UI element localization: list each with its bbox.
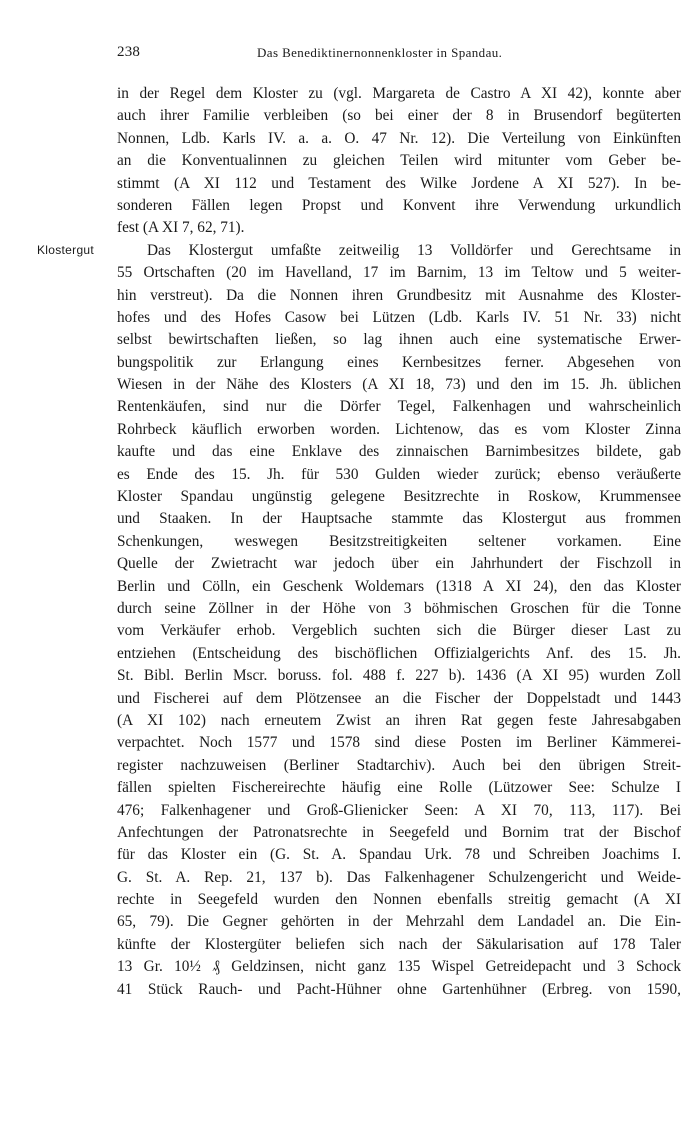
text-line: künfte der Klostergüter beliefen sich nach der Säkularisation auf 178 Taler xyxy=(117,935,681,953)
margin-note: Klostergut xyxy=(37,243,95,257)
text-line: Rohrbeck käuflich erworben worden. Lichtenow, das es vom Kloster Zinna xyxy=(117,420,681,438)
text-line: St. Bibl. Berlin Mscr. boruss. fol. 488 f. 227 b). 1436 (A XI 95) wurden Zoll xyxy=(117,667,681,685)
text-line: G. St. A. Rep. 21, 137 b). Das Falkenhagener Schulzengericht und Weide- xyxy=(117,868,681,886)
text-line: 13 Gr. 10½ ₰ Geldzinsen, nicht ganz 135 Wispel Getreidepacht und 3 Schock xyxy=(117,958,681,976)
page-number: 238 xyxy=(117,44,141,60)
text-line: rechte in Seegefeld wurden den Nonnen ebenfalls streitig gemacht (A XI xyxy=(117,891,681,909)
text-line: selbst bewirtschaften ließen, so lag ihnen auch eine systematische Erwer- xyxy=(117,331,681,349)
text-line: und Fischerei auf dem Plötzensee an die Fischer der Doppelstadt und 1443 xyxy=(117,689,681,707)
text-line: hofes und des Hofes Casow bei Lützen (Ldb. Karls IV. 51 Nr. 33) nicht xyxy=(117,308,681,326)
text-line: in der Regel dem Kloster zu (vgl. Margareta de Castro A XI 42), konnte aber xyxy=(117,85,681,102)
text-line: an die Konventualinnen zu gleichen Teilen wird mitunter vom Geber be- xyxy=(117,152,681,170)
text-line: (A XI 102) nach erneutem Zwist an ihren Rat gegen feste Jahresabgaben xyxy=(117,711,681,729)
text-line: hin verstreut). Da die Nonnen ihren Grundbesitz mit Ausnahme des Kloster- xyxy=(117,286,681,304)
text-line: 476; Falkenhagener und Groß-Glienicker Seen: A XI 70, 113, 117). Bei xyxy=(117,801,681,819)
text-line: Schenkungen, weswegen Besitzstreitigkeiten seltener vorkamen. Eine xyxy=(117,532,681,550)
text-line: Quelle der Zwietracht war jedoch über ein Jahrhundert der Fischzoll in xyxy=(117,555,681,573)
text-line: bungspolitik zur Erlangung eines Kernbesitzes ferner. Abgesehen von xyxy=(117,353,681,371)
text-line: 55 Ortschaften (20 im Havelland, 17 im Barnim, 13 im Teltow und 5 weiter- xyxy=(117,264,681,282)
text-line: Kloster Spandau ungünstig gelegene Besitzrechte in Roskow, Krummensee xyxy=(117,488,681,506)
text-line: es Ende des 15. Jh. für 530 Gulden wieder zurück; ebenso veräußerte xyxy=(117,465,681,483)
text-line: fest (A XI 7, 62, 71). xyxy=(117,219,245,237)
text-line: 41 Stück Rauch- und Pacht-Hühner ohne Gartenhühner (Erbreg. von 1590, xyxy=(117,980,681,998)
text-line: entziehen (Entscheidung des bischöflichen Offizialgerichts Anf. des 15. Jh. xyxy=(117,644,681,662)
running-title: Das Benediktinernonnenkloster in Spandau. xyxy=(257,45,503,60)
paragraph-start-line: Das Klostergut umfaßte zeitweilig 13 Volldörfer und Gerechtsame in xyxy=(147,241,681,259)
text-line: Nonnen, Ldb. Karls IV. a. a. O. 47 Nr. 12). Die Verteilung von Einkünften xyxy=(117,129,681,147)
text-line: Berlin und Cölln, ein Geschenk Woldemars (1318 A XI 24), den das Kloster xyxy=(117,577,681,595)
text-line: vom Verkäufer erhob. Vergeblich suchten sich die Bürger dieser Last zu xyxy=(117,622,681,640)
text-line: durch seine Zöllner in der Höhe von 3 böhmischen Groschen für die Tonne xyxy=(117,599,681,617)
text-line: stimmt (A XI 112 und Testament des Wilke Jordene A XI 527). In be- xyxy=(117,174,681,192)
text-line: Wiesen in der Nähe des Klosters (A XI 18, 73) und den im 15. Jh. üblichen xyxy=(117,376,681,394)
text-line: auch ihrer Familie verbleiben (so bei einer der 8 in Brusendorf begüterten xyxy=(117,107,681,125)
text-line: Rentenkäufen, sind nur die Dörfer Tegel, Falkenhagen und wahrscheinlich xyxy=(117,398,681,416)
text-line: für das Kloster ein (G. St. A. Spandau Urk. 78 und Schreiben Joachims I. xyxy=(117,846,681,864)
text-line: fällen spielten Fischereirechte häufig eine Rolle (Lützower See: Schulze I xyxy=(117,779,681,797)
text-line: Anfechtungen der Patronatsrechte in Seegefeld und Bornim trat der Bischof xyxy=(117,823,681,841)
text-line: 65, 79). Die Gegner gehörten in der Mehrzahl dem Landadel an. Die Ein- xyxy=(117,913,681,931)
text-line: kaufte und das eine Enklave des zinnaischen Barnimbesitzes bildete, gab xyxy=(117,443,681,461)
text-line: sonderen Fällen legen Propst und Konvent ihre Verwendung urkundlich xyxy=(117,196,681,214)
text-line: register nachzuweisen (Berliner Stadtarchiv). Auch bei den übrigen Streit- xyxy=(117,756,681,774)
text-line: und Staaken. In der Hauptsache stammte das Klostergut aus frommen xyxy=(117,510,681,528)
text-line: verpachtet. Noch 1577 und 1578 sind diese Posten im Berliner Kämmerei- xyxy=(117,734,681,752)
page-header xyxy=(117,44,680,66)
body-text xyxy=(117,83,681,1001)
